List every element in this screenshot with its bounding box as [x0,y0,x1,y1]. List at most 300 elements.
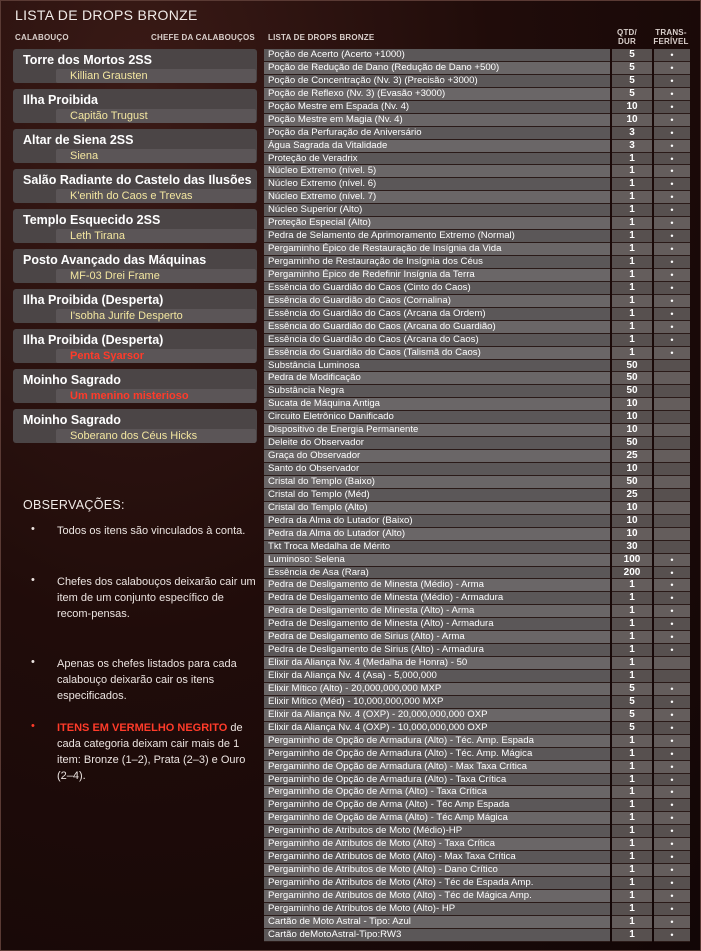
table-row [264,541,690,554]
item-name: Pedra de Desligamento de Sirius (Alto) - Arma [264,631,610,644]
boss-name: MF-03 Drei Frame [70,270,160,282]
item-name: Pergaminho de Opção de Arma (Alto) - Taxa Crítica [264,786,610,799]
note-4-highlight: ITENS EM VERMELHO NEGRITO [57,722,228,734]
table-row [264,308,690,321]
item-qty: 5 [612,709,652,722]
boss-row [56,69,256,83]
item-qty: 1 [612,838,652,851]
item-transferable: • [654,567,690,580]
item-name: Núcleo Extremo (nível. 6) [264,178,610,191]
item-transferable: • [654,929,690,942]
item-qty: 1 [612,256,652,269]
item-name: Poção de Redução de Dano (Redução de Dano +500) [264,62,610,75]
item-transferable: • [654,191,690,204]
item-transferable: • [654,347,690,360]
item-qty: 5 [612,683,652,696]
item-transferable [654,463,690,476]
header-trans-line2: FERÍVEL [653,37,689,46]
table-row [264,49,690,62]
item-name: Cartão deMotoAstral-Tipo:RW3 [264,929,610,942]
item-qty: 1 [612,230,652,243]
item-transferable: • [654,256,690,269]
item-transferable: • [654,321,690,334]
item-name: Cristal do Templo (Méd) [264,489,610,502]
table-row [264,929,690,942]
item-qty: 10 [612,463,652,476]
item-name: Santo do Observador [264,463,610,476]
item-transferable [654,385,690,398]
item-transferable: • [654,877,690,890]
dungeon-name: Moinho Sagrado [23,373,121,387]
table-row [264,282,690,295]
dungeon-item [13,129,257,163]
item-transferable: • [654,825,690,838]
item-qty: 1 [612,282,652,295]
item-transferable: • [654,554,690,567]
item-transferable: • [654,230,690,243]
item-transferable: • [654,579,690,592]
item-transferable [654,541,690,554]
item-name: Pergaminho de Atributos de Moto (Alto) - Dano Crítico [264,864,610,877]
table-row [264,424,690,437]
table-row [264,191,690,204]
boss-name: Um menino misterioso [70,390,189,402]
item-name: Poção de Reflexo (Nv. 3) (Evasão +3000) [264,88,610,101]
item-qty: 1 [612,877,652,890]
item-qty: 1 [612,748,652,761]
item-name: Núcleo Superior (Alto) [264,204,610,217]
item-qty: 1 [612,644,652,657]
dungeon-name: Ilha Proibida (Desperta) [23,293,164,307]
header-qty-line2: DUR [618,37,636,46]
item-name: Núcleo Extremo (nível. 5) [264,165,610,178]
item-transferable: • [654,722,690,735]
item-transferable: • [654,812,690,825]
item-transferable: • [654,101,690,114]
item-name: Sucata de Máquina Antiga [264,398,610,411]
item-transferable: • [654,735,690,748]
item-qty: 1 [612,618,652,631]
dungeon-item [13,89,257,123]
item-name: Pedra da Alma do Lutador (Baixo) [264,515,610,528]
item-qty: 1 [612,851,652,864]
table-row [264,605,690,618]
boss-row [56,189,256,203]
table-row [264,101,690,114]
item-qty: 10 [612,411,652,424]
item-transferable: • [654,838,690,851]
item-qty: 1 [612,903,652,916]
item-transferable: • [654,903,690,916]
dungeon-item [13,169,257,203]
table-row [264,217,690,230]
boss-name: K'enith do Caos e Trevas [70,190,193,202]
item-qty: 50 [612,360,652,373]
item-name: Pergaminho de Opção de Armadura (Alto) - Téc. Amp. Espada [264,735,610,748]
item-transferable [654,515,690,528]
item-qty: 10 [612,398,652,411]
item-name: Núcleo Extremo (nível. 7) [264,191,610,204]
table-row [264,372,690,385]
boss-row [56,429,256,443]
table-row [264,321,690,334]
item-name: Poção de Concentração (Nv. 3) (Precisão +3000) [264,75,610,88]
note-3: Apenas os chefes listados para cada calabouço deixarão cair os itens especificados. [57,658,237,702]
item-transferable: • [654,605,690,618]
item-qty: 1 [612,890,652,903]
drop-table [264,49,690,942]
item-transferable: • [654,178,690,191]
item-qty: 5 [612,62,652,75]
page-title: LISTA DE DROPS BRONZE [15,7,198,23]
item-name: Luminoso: Selena [264,554,610,567]
table-row [264,295,690,308]
item-qty: 5 [612,88,652,101]
table-row [264,204,690,217]
item-qty: 1 [612,864,652,877]
item-qty: 1 [612,243,652,256]
header-dungeon: CALABOUÇO [15,33,69,42]
item-transferable: • [654,761,690,774]
item-name: Elixir da Aliança Nv. 4 (Asa) - 5,000,000 [264,670,610,683]
item-name: Essência do Guardião do Caos (Cornalina) [264,295,610,308]
dungeon-name: Ilha Proibida [23,93,99,107]
note-1: Todos os itens são vinculados à conta. [57,525,246,537]
table-row [264,88,690,101]
item-qty: 5 [612,75,652,88]
note-4-text: de cada categoria deixam cair mais de 1 item: Bronze (1–2), Prata (2–3) e Ouro (2–4). [57,722,246,782]
table-row [264,722,690,735]
item-qty: 1 [612,657,652,670]
table-row [264,230,690,243]
item-name: Pergaminho de Atributos de Moto (Alto) - Max Taxa Crítica [264,851,610,864]
item-name: Pergaminho de Restauração de Insígnia dos Céus [264,256,610,269]
item-transferable: • [654,618,690,631]
item-qty: 1 [612,334,652,347]
table-row [264,140,690,153]
dungeon-name: Moinho Sagrado [23,413,121,427]
item-name: Essência de Asa (Rara) [264,567,610,580]
item-qty: 1 [612,799,652,812]
item-name: Pergaminho de Atributos de Moto (Alto) - Téc de Espada Amp. [264,877,610,890]
item-name: Elixir da Aliança Nv. 4 (OXP) - 20,000,000,000 OXP [264,709,610,722]
table-row [264,528,690,541]
boss-row [56,109,256,123]
item-name: Pedra de Modificação [264,372,610,385]
item-qty: 1 [612,916,652,929]
item-name: Deleite do Observador [264,437,610,450]
item-name: Pergaminho de Atributos de Moto (Alto) - Taxa Crítica [264,838,610,851]
item-qty: 1 [612,321,652,334]
item-transferable: • [654,683,690,696]
table-row [264,502,690,515]
item-qty: 100 [612,554,652,567]
item-qty: 10 [612,515,652,528]
dungeon-name: Salão Radiante do Castelo das Ilusões [23,173,252,187]
table-row [264,62,690,75]
item-qty: 10 [612,114,652,127]
item-qty: 10 [612,528,652,541]
table-row [264,256,690,269]
item-transferable: • [654,786,690,799]
note-4 [57,720,257,784]
item-transferable: • [654,916,690,929]
item-qty: 30 [612,541,652,554]
item-name: Poção da Perfuração de Aniversário [264,127,610,140]
header-drops: LISTA DE DROPS BRONZE [268,33,375,42]
item-transferable: • [654,62,690,75]
item-transferable [654,411,690,424]
item-name: Elixir da Aliança Nv. 4 (Medalha de Honra) - 50 [264,657,610,670]
dungeon-name: Templo Esquecido 2SS [23,213,161,227]
table-row [264,554,690,567]
item-transferable: • [654,851,690,864]
table-row [264,437,690,450]
item-qty: 1 [612,774,652,787]
item-name: Dispositivo de Energia Permanente [264,424,610,437]
item-name: Tkt Troca Medalha de Mérito [264,541,610,554]
item-name: Elixir da Aliança Nv. 4 (OXP) - 10,000,000,000 OXP [264,722,610,735]
item-transferable: • [654,748,690,761]
item-transferable: • [654,243,690,256]
header-qty [607,28,647,46]
header-trans-line1: TRANS- [655,28,687,37]
item-name: Pedra da Alma do Lutador (Alto) [264,528,610,541]
table-row [264,774,690,787]
item-transferable: • [654,592,690,605]
item-name: Cristal do Templo (Alto) [264,502,610,515]
item-name: Essência do Guardião do Caos (Arcana do Guardião) [264,321,610,334]
item-name: Substância Negra [264,385,610,398]
item-name: Poção Mestre em Espada (Nv. 4) [264,101,610,114]
item-name: Pergaminho de Atributos de Moto (Alto) - Téc de Mágica Amp. [264,890,610,903]
item-name: Pedra de Selamento de Aprimoramento Extremo (Normal) [264,230,610,243]
table-row [264,618,690,631]
item-transferable: • [654,696,690,709]
item-transferable [654,437,690,450]
dungeon-item [13,249,257,283]
item-transferable: • [654,631,690,644]
item-qty: 1 [612,579,652,592]
item-transferable: • [654,799,690,812]
item-transferable [654,450,690,463]
item-qty: 50 [612,476,652,489]
boss-row [56,149,256,163]
table-row [264,890,690,903]
item-name: Essência do Guardião do Caos (Cinto do Caos) [264,282,610,295]
item-transferable [654,372,690,385]
item-name: Pergaminho de Atributos de Moto (Alto)- HP [264,903,610,916]
item-name: Pergaminho de Opção de Armadura (Alto) - Taxa Crítica [264,774,610,787]
item-transferable [654,398,690,411]
item-transferable: • [654,295,690,308]
item-qty: 1 [612,217,652,230]
boss-row [56,269,256,283]
boss-name: Siena [70,150,99,162]
item-qty: 200 [612,567,652,580]
boss-name: I'sobha Jurife Desperto [70,310,183,322]
item-qty: 50 [612,385,652,398]
item-name: Poção de Acerto (Acerto +1000) [264,49,610,62]
table-row [264,644,690,657]
note-bullet-red: • [31,720,35,732]
header-boss: CHEFE DA CALABOUÇOS [151,33,255,42]
item-qty: 1 [612,153,652,166]
item-transferable: • [654,88,690,101]
table-row [264,75,690,88]
item-qty: 1 [612,605,652,618]
item-name: Circuito Eletrônico Danificado [264,411,610,424]
table-row [264,411,690,424]
item-qty: 1 [612,786,652,799]
item-name: Poção Mestre em Magia (Nv. 4) [264,114,610,127]
item-name: Pergaminho Épico de Restauração de Insígnia da Vida [264,243,610,256]
table-row [264,385,690,398]
item-name: Pergaminho Épico de Redefinir Insígnia da Terra [264,269,610,282]
item-transferable: • [654,165,690,178]
table-row [264,592,690,605]
boss-name: Soberano dos Céus Hicks [70,430,198,442]
boss-name: Capitão Trugust [70,110,148,122]
item-qty: 1 [612,295,652,308]
boss-row [56,349,256,363]
table-row [264,269,690,282]
item-qty: 1 [612,735,652,748]
item-name: Pergaminho de Opção de Armadura (Alto) - Max Taxa Crítica [264,761,610,774]
item-transferable: • [654,282,690,295]
table-row [264,838,690,851]
item-qty: 5 [612,49,652,62]
table-row [264,127,690,140]
note-bullet: • [31,574,35,586]
item-transferable: • [654,140,690,153]
item-transferable: • [654,114,690,127]
item-name: Pedra de Desligamento de Minesta (Alto) - Armadura [264,618,610,631]
item-name: Pergaminho de Opção de Arma (Alto) - Téc Amp Mágica [264,812,610,825]
item-qty: 5 [612,696,652,709]
item-qty: 50 [612,372,652,385]
table-row [264,114,690,127]
table-row [264,877,690,890]
item-qty: 3 [612,127,652,140]
boss-name: Killian Grausten [70,70,148,82]
table-row [264,825,690,838]
item-qty: 50 [612,437,652,450]
table-row [264,851,690,864]
item-qty: 1 [612,178,652,191]
dungeon-item [13,409,257,443]
item-name: Pergaminho de Opção de Arma (Alto) - Téc Amp Espada [264,799,610,812]
item-transferable: • [654,308,690,321]
dungeon-item [13,209,257,243]
item-transferable [654,424,690,437]
item-qty: 25 [612,489,652,502]
table-row [264,334,690,347]
item-name: Pedra de Desligamento de Minesta (Médio) - Armadura [264,592,610,605]
item-qty: 1 [612,308,652,321]
dungeon-name: Torre dos Mortos 2SS [23,53,152,67]
table-row [264,709,690,722]
boss-row [56,309,256,323]
item-transferable [654,528,690,541]
item-qty: 25 [612,450,652,463]
header-qty-line1: QTD/ [617,28,637,37]
table-row [264,670,690,683]
item-qty: 1 [612,825,652,838]
item-qty: 1 [612,191,652,204]
item-qty: 1 [612,670,652,683]
item-name: Substância Luminosa [264,360,610,373]
note-2: Chefes dos calabouços deixarão cair um item de um conjunto específico de recom-pensas. [57,576,256,620]
item-transferable: • [654,127,690,140]
table-row [264,786,690,799]
dungeon-name: Altar de Siena 2SS [23,133,134,147]
table-row [264,463,690,476]
item-name: Pergaminho de Opção de Armadura (Alto) - Téc. Amp. Mágica [264,748,610,761]
item-transferable: • [654,49,690,62]
item-name: Pedra de Desligamento de Sirius (Alto) - Armadura [264,644,610,657]
item-name: Cristal do Templo (Baixo) [264,476,610,489]
item-name: Proteção de Veradrix [264,153,610,166]
item-transferable: • [654,774,690,787]
note-bullet: • [31,656,35,668]
table-row [264,515,690,528]
item-transferable: • [654,334,690,347]
item-qty: 1 [612,929,652,942]
boss-name: Leth Tirana [70,230,126,242]
item-transferable [654,360,690,373]
item-name: Essência do Guardião do Caos (Talismã do Caos) [264,347,610,360]
dungeon-name: Ilha Proibida (Desperta) [23,333,164,347]
table-row [264,567,690,580]
dungeon-item [13,329,257,363]
boss-row [56,229,256,243]
table-row [264,696,690,709]
note-bullet: • [31,523,35,535]
table-row [264,347,690,360]
item-qty: 3 [612,140,652,153]
item-qty: 1 [612,347,652,360]
boss-row [56,389,256,403]
dungeon-item [13,289,257,323]
item-name: Proteção Especial (Alto) [264,217,610,230]
table-row [264,864,690,877]
item-name: Elixir Mítico (Alto) - 20,000,000,000 MXP [264,683,610,696]
item-qty: 1 [612,812,652,825]
table-row [264,579,690,592]
item-qty: 1 [612,592,652,605]
table-row [264,450,690,463]
item-name: Essência do Guardião do Caos (Arcana da Ordem) [264,308,610,321]
item-name: Pergaminho de Atributos de Moto (Médio)-HP [264,825,610,838]
table-row [264,916,690,929]
dungeon-item [13,49,257,83]
table-row [264,799,690,812]
item-qty: 1 [612,631,652,644]
item-qty: 1 [612,761,652,774]
table-row [264,903,690,916]
item-transferable: • [654,75,690,88]
dungeon-name: Posto Avançado das Máquinas [23,253,207,267]
item-name: Cartão de Moto Astral - Tipo: Azul [264,916,610,929]
table-row [264,489,690,502]
table-row [264,748,690,761]
item-qty: 1 [612,165,652,178]
item-qty: 10 [612,502,652,515]
table-row [264,683,690,696]
item-transferable: • [654,153,690,166]
item-transferable: • [654,217,690,230]
